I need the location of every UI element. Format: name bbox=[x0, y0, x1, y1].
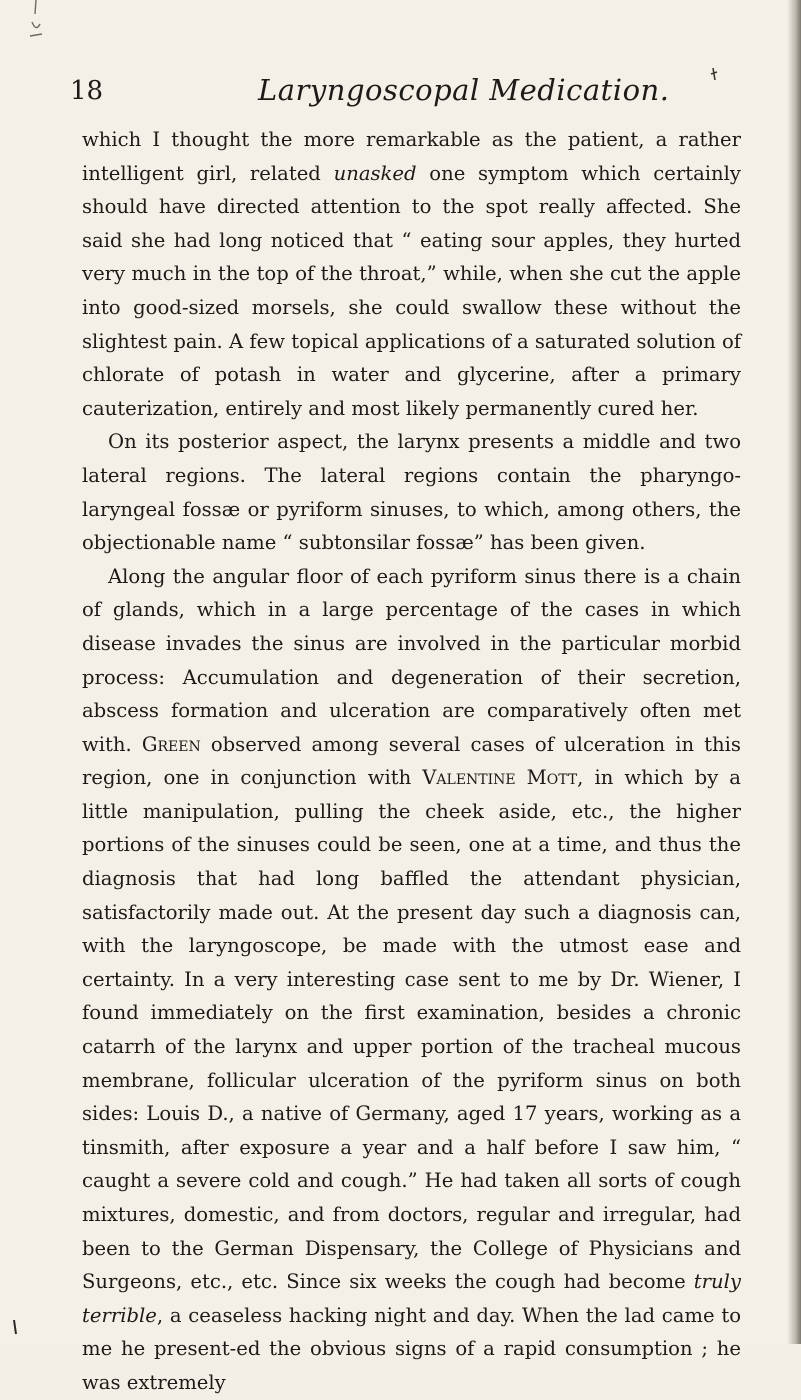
paragraph-1-text-c: one symptom which certainly should have directed attention to the spot really affected. She said she had long noticed that “ eating sour apples, they hurted very much in the top of the throat,” while, when she cut the apple into good-sized morsels, she could swallow these without the slightest pain. A few topical applications of a saturated solution of chlorate of potash in water and glycerine, after a primary cauterization, entirely and most likely permanently cured her. bbox=[82, 161, 741, 420]
paragraph-3-text-g: , a ceaseless hacking night and day. When the lad came to me he present-ed the obvious signs of a rapid consumption ; he was extremely bbox=[82, 1303, 741, 1394]
paragraph-2: On its posterior aspect, the larynx presents a middle and two lateral regions. The lateral regions contain the pharyngo-laryngeal fossæ or pyriform sinuses, to which, among others, the objectionable name “ subtonsilar fossæ” has been given. bbox=[82, 430, 741, 555]
ink-mark-top-left bbox=[22, 0, 50, 40]
paragraph-3-text-c: observed among several cases of ulceration in this region, one in conjunction with bbox=[82, 732, 741, 790]
paragraph-3-text-e: , in which by a little manipulation, pulling the cheek aside, etc., the higher portions of the sinuses could be seen, one at a time, and thus the diagnosis that had long baffled the attendant physician, satisfactorily made out. At the present day such a diagnosis can, with the laryngoscope, be made with the utmost ease and certainty. In a very interesting case sent to me by Dr. Wiener, I found immediately on the first examination, besides a chronic catarrh of the larynx and upper portion of the tracheal mucous membrane, follicular ulceration of the pyriform sinus on both sides: Louis D., a native of Germany, aged 17 years, working as a tinsmith, after exposure a year and a half before I saw him, “ caught a severe cold and cough.” He had taken all sorts of cough mixtures, domestic, and from doctors, regular and irregular, had been to the German Dispensary, the College of Physicians and Surgeons, etc., etc. Since six weeks the cough had become bbox=[82, 766, 741, 1294]
paragraph-3-italic-truly-terrible: truly terrible bbox=[82, 1270, 741, 1327]
paragraph-1 bbox=[82, 123, 741, 425]
paragraph-1-italic-unasked: unasked bbox=[333, 161, 417, 185]
paragraph-3-text-a: Along the angular floor of each pyriform sinus there is a chain of glands, which in a large percentage of the cases in which disease invades the sinus are involved in the particular morbid process: Accumulation and degeneration of their secretion, abscess formation and ulceration are comparatively often met with. bbox=[82, 564, 741, 756]
paragraph-3-name-valentine-mott: Valentine Mott bbox=[422, 766, 578, 790]
paragraph-1-text-a: which I thought the more remarkable as the patient, a rather intelligent girl, related bbox=[82, 128, 741, 185]
page-number: 18 bbox=[70, 76, 104, 106]
body-text bbox=[82, 123, 741, 1400]
running-title: Laryngoscopal Medication. bbox=[258, 73, 670, 107]
page-header bbox=[0, 62, 801, 110]
page-edge-shadow bbox=[787, 0, 801, 1344]
paragraph-3-name-green: Green bbox=[141, 732, 201, 756]
ink-mark-bottom-left bbox=[10, 1318, 20, 1336]
paragraph-3 bbox=[82, 560, 741, 1400]
